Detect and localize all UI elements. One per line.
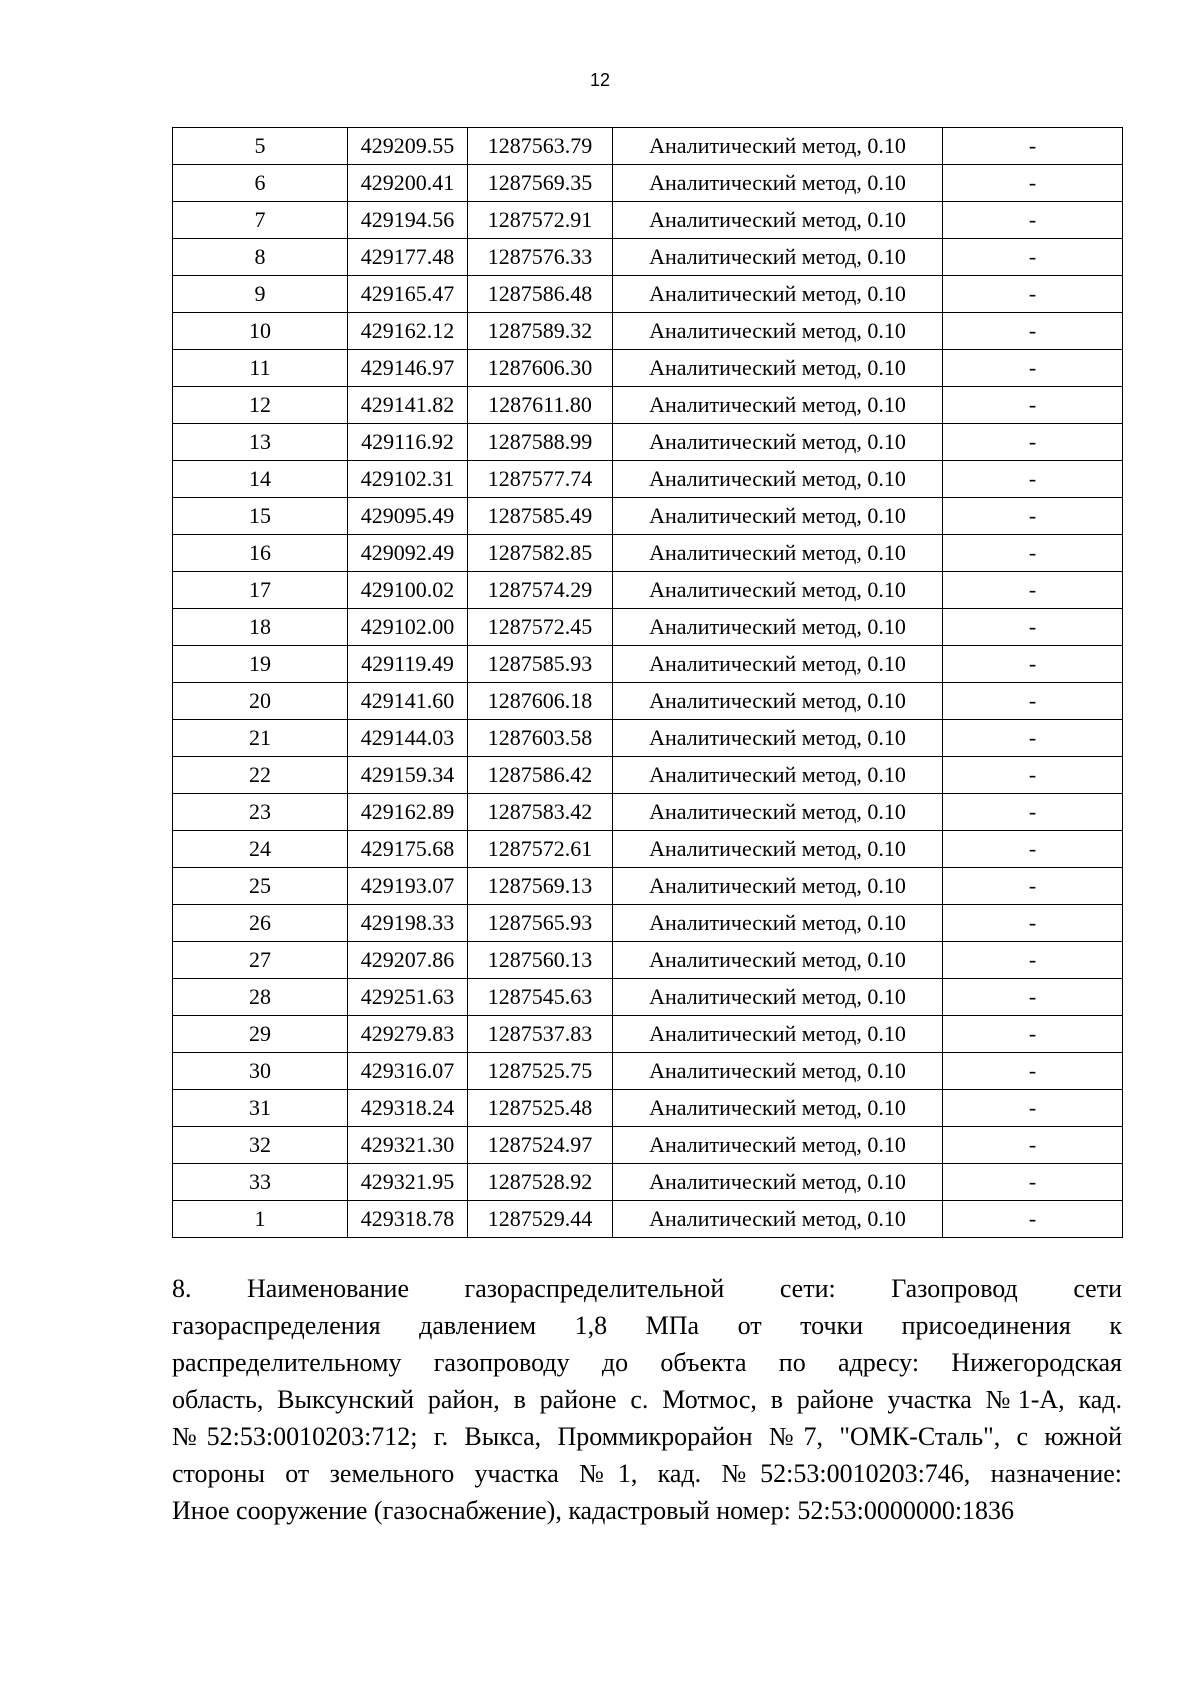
method-cell: Аналитический метод, 0.10 [613,313,943,350]
method-cell: Аналитический метод, 0.10 [613,239,943,276]
y-coordinate-cell: 1287603.58 [468,720,613,757]
method-cell: Аналитический метод, 0.10 [613,905,943,942]
method-cell: Аналитический метод, 0.10 [613,831,943,868]
description-cell: - [943,942,1123,979]
method-cell: Аналитический метод, 0.10 [613,276,943,313]
method-cell: Аналитический метод, 0.10 [613,646,943,683]
point-number-cell: 11 [173,350,348,387]
table-row [173,720,1123,757]
x-coordinate-cell: 429316.07 [348,1053,468,1090]
section-8-paragraph [172,1270,1122,1529]
table-row [173,572,1123,609]
table-row [173,461,1123,498]
table-row [173,979,1123,1016]
description-cell: - [943,313,1123,350]
y-coordinate-cell: 1287572.91 [468,202,613,239]
x-coordinate-cell: 429321.95 [348,1164,468,1201]
method-cell: Аналитический метод, 0.10 [613,202,943,239]
x-coordinate-cell: 429092.49 [348,535,468,572]
y-coordinate-cell: 1287586.42 [468,757,613,794]
point-number-cell: 14 [173,461,348,498]
x-coordinate-cell: 429198.33 [348,905,468,942]
description-cell: - [943,572,1123,609]
description-cell: - [943,424,1123,461]
description-cell: - [943,905,1123,942]
x-coordinate-cell: 429095.49 [348,498,468,535]
y-coordinate-cell: 1287574.29 [468,572,613,609]
x-coordinate-cell: 429321.30 [348,1127,468,1164]
point-number-cell: 33 [173,1164,348,1201]
y-coordinate-cell: 1287585.93 [468,646,613,683]
point-number-cell: 32 [173,1127,348,1164]
x-coordinate-cell: 429162.89 [348,794,468,831]
x-coordinate-cell: 429177.48 [348,239,468,276]
y-coordinate-cell: 1287586.48 [468,276,613,313]
description-cell: - [943,535,1123,572]
x-coordinate-cell: 429102.31 [348,461,468,498]
x-coordinate-cell: 429318.24 [348,1090,468,1127]
x-coordinate-cell: 429200.41 [348,165,468,202]
method-cell: Аналитический метод, 0.10 [613,720,943,757]
method-cell: Аналитический метод, 0.10 [613,424,943,461]
table-row [173,683,1123,720]
y-coordinate-cell: 1287576.33 [468,239,613,276]
description-cell: - [943,1016,1123,1053]
y-coordinate-cell: 1287577.74 [468,461,613,498]
table-row [173,1127,1123,1164]
method-cell: Аналитический метод, 0.10 [613,1127,943,1164]
x-coordinate-cell: 429251.63 [348,979,468,1016]
method-cell: Аналитический метод, 0.10 [613,942,943,979]
point-number-cell: 7 [173,202,348,239]
paragraph-line: область, Выксунский район, в районе с. Мотмос, в районе участка №1-А, кад. [172,1385,1122,1414]
y-coordinate-cell: 1287589.32 [468,313,613,350]
point-number-cell: 30 [173,1053,348,1090]
y-coordinate-cell: 1287585.49 [468,498,613,535]
y-coordinate-cell: 1287529.44 [468,1201,613,1238]
point-number-cell: 23 [173,794,348,831]
y-coordinate-cell: 1287563.79 [468,128,613,165]
y-coordinate-cell: 1287528.92 [468,1164,613,1201]
table-row [173,609,1123,646]
table-row [173,1164,1123,1201]
table-row [173,868,1123,905]
method-cell: Аналитический метод, 0.10 [613,165,943,202]
point-number-cell: 18 [173,609,348,646]
table-row [173,1016,1123,1053]
point-number-cell: 21 [173,720,348,757]
table-row [173,831,1123,868]
x-coordinate-cell: 429209.55 [348,128,468,165]
x-coordinate-cell: 429194.56 [348,202,468,239]
point-number-cell: 10 [173,313,348,350]
y-coordinate-cell: 1287588.99 [468,424,613,461]
description-cell: - [943,979,1123,1016]
point-number-cell: 26 [173,905,348,942]
method-cell: Аналитический метод, 0.10 [613,461,943,498]
x-coordinate-cell: 429193.07 [348,868,468,905]
x-coordinate-cell: 429144.03 [348,720,468,757]
point-number-cell: 12 [173,387,348,424]
table-row [173,498,1123,535]
table-row [173,276,1123,313]
point-number-cell: 16 [173,535,348,572]
point-number-cell: 9 [173,276,348,313]
point-number-cell: 22 [173,757,348,794]
paragraph-line: распределительному газопроводу до объекта по адресу: Нижегородская [172,1348,1122,1377]
x-coordinate-cell: 429175.68 [348,831,468,868]
point-number-cell: 28 [173,979,348,1016]
paragraph-line: Иное сооружение (газоснабжение), кадастровый номер: 52:53:0000000:1836 [172,1496,1015,1525]
y-coordinate-cell: 1287582.85 [468,535,613,572]
method-cell: Аналитический метод, 0.10 [613,1053,943,1090]
description-cell: - [943,461,1123,498]
point-number-cell: 1 [173,1201,348,1238]
method-cell: Аналитический метод, 0.10 [613,1016,943,1053]
y-coordinate-cell: 1287572.61 [468,831,613,868]
point-number-cell: 8 [173,239,348,276]
description-cell: - [943,1127,1123,1164]
table-row [173,165,1123,202]
x-coordinate-cell: 429318.78 [348,1201,468,1238]
y-coordinate-cell: 1287525.48 [468,1090,613,1127]
x-coordinate-cell: 429102.00 [348,609,468,646]
paragraph-line: 8. Наименование газораспределительной сети: Газопровод сети [172,1274,1122,1303]
description-cell: - [943,498,1123,535]
table-row [173,942,1123,979]
method-cell: Аналитический метод, 0.10 [613,1164,943,1201]
method-cell: Аналитический метод, 0.10 [613,868,943,905]
table-row [173,313,1123,350]
method-cell: Аналитический метод, 0.10 [613,128,943,165]
method-cell: Аналитический метод, 0.10 [613,1201,943,1238]
point-number-cell: 13 [173,424,348,461]
description-cell: - [943,646,1123,683]
method-cell: Аналитический метод, 0.10 [613,387,943,424]
y-coordinate-cell: 1287537.83 [468,1016,613,1053]
point-number-cell: 6 [173,165,348,202]
x-coordinate-cell: 429207.86 [348,942,468,979]
point-number-cell: 29 [173,1016,348,1053]
y-coordinate-cell: 1287524.97 [468,1127,613,1164]
table-row [173,239,1123,276]
x-coordinate-cell: 429165.47 [348,276,468,313]
description-cell: - [943,1201,1123,1238]
x-coordinate-cell: 429146.97 [348,350,468,387]
description-cell: - [943,1053,1123,1090]
point-number-cell: 5 [173,128,348,165]
description-cell: - [943,794,1123,831]
description-cell: - [943,868,1123,905]
description-cell: - [943,609,1123,646]
description-cell: - [943,276,1123,313]
y-coordinate-cell: 1287569.35 [468,165,613,202]
description-cell: - [943,720,1123,757]
table-row [173,905,1123,942]
point-number-cell: 27 [173,942,348,979]
point-number-cell: 20 [173,683,348,720]
table-row [173,794,1123,831]
table-row [173,128,1123,165]
table-row [173,757,1123,794]
description-cell: - [943,128,1123,165]
table-row [173,387,1123,424]
x-coordinate-cell: 429279.83 [348,1016,468,1053]
method-cell: Аналитический метод, 0.10 [613,535,943,572]
x-coordinate-cell: 429141.82 [348,387,468,424]
description-cell: - [943,350,1123,387]
y-coordinate-cell: 1287560.13 [468,942,613,979]
y-coordinate-cell: 1287572.45 [468,609,613,646]
table-row [173,202,1123,239]
y-coordinate-cell: 1287606.30 [468,350,613,387]
description-cell: - [943,1090,1123,1127]
x-coordinate-cell: 429119.49 [348,646,468,683]
method-cell: Аналитический метод, 0.10 [613,498,943,535]
point-number-cell: 17 [173,572,348,609]
x-coordinate-cell: 429141.60 [348,683,468,720]
table-row [173,1053,1123,1090]
description-cell: - [943,683,1123,720]
description-cell: - [943,757,1123,794]
description-cell: - [943,239,1123,276]
page-number: 12 [589,70,611,90]
point-number-cell: 19 [173,646,348,683]
coordinates-table [172,127,1123,1238]
table-row [173,646,1123,683]
table-row [173,350,1123,387]
y-coordinate-cell: 1287606.18 [468,683,613,720]
point-number-cell: 31 [173,1090,348,1127]
description-cell: - [943,387,1123,424]
point-number-cell: 24 [173,831,348,868]
description-cell: - [943,1164,1123,1201]
method-cell: Аналитический метод, 0.10 [613,350,943,387]
method-cell: Аналитический метод, 0.10 [613,1090,943,1127]
x-coordinate-cell: 429100.02 [348,572,468,609]
table-row [173,424,1123,461]
method-cell: Аналитический метод, 0.10 [613,683,943,720]
table-row [173,1090,1123,1127]
y-coordinate-cell: 1287583.42 [468,794,613,831]
point-number-cell: 15 [173,498,348,535]
paragraph-line: газораспределения давлением 1,8 МПа от точки присоединения к [172,1311,1122,1340]
description-cell: - [943,831,1123,868]
y-coordinate-cell: 1287569.13 [468,868,613,905]
point-number-cell: 25 [173,868,348,905]
description-cell: - [943,165,1123,202]
x-coordinate-cell: 429162.12 [348,313,468,350]
method-cell: Аналитический метод, 0.10 [613,757,943,794]
method-cell: Аналитический метод, 0.10 [613,794,943,831]
y-coordinate-cell: 1287611.80 [468,387,613,424]
x-coordinate-cell: 429159.34 [348,757,468,794]
y-coordinate-cell: 1287565.93 [468,905,613,942]
y-coordinate-cell: 1287525.75 [468,1053,613,1090]
method-cell: Аналитический метод, 0.10 [613,979,943,1016]
method-cell: Аналитический метод, 0.10 [613,572,943,609]
paragraph-line: стороны от земельного участка №1, кад. №52:53:0010203:746, назначение: [172,1459,1122,1488]
y-coordinate-cell: 1287545.63 [468,979,613,1016]
paragraph-line: №52:53:0010203:712; г. Выкса, Проммикрорайон №7, "ОМК-Сталь", с южной [172,1422,1122,1451]
x-coordinate-cell: 429116.92 [348,424,468,461]
table-row [173,1201,1123,1238]
table-row [173,535,1123,572]
description-cell: - [943,202,1123,239]
method-cell: Аналитический метод, 0.10 [613,609,943,646]
